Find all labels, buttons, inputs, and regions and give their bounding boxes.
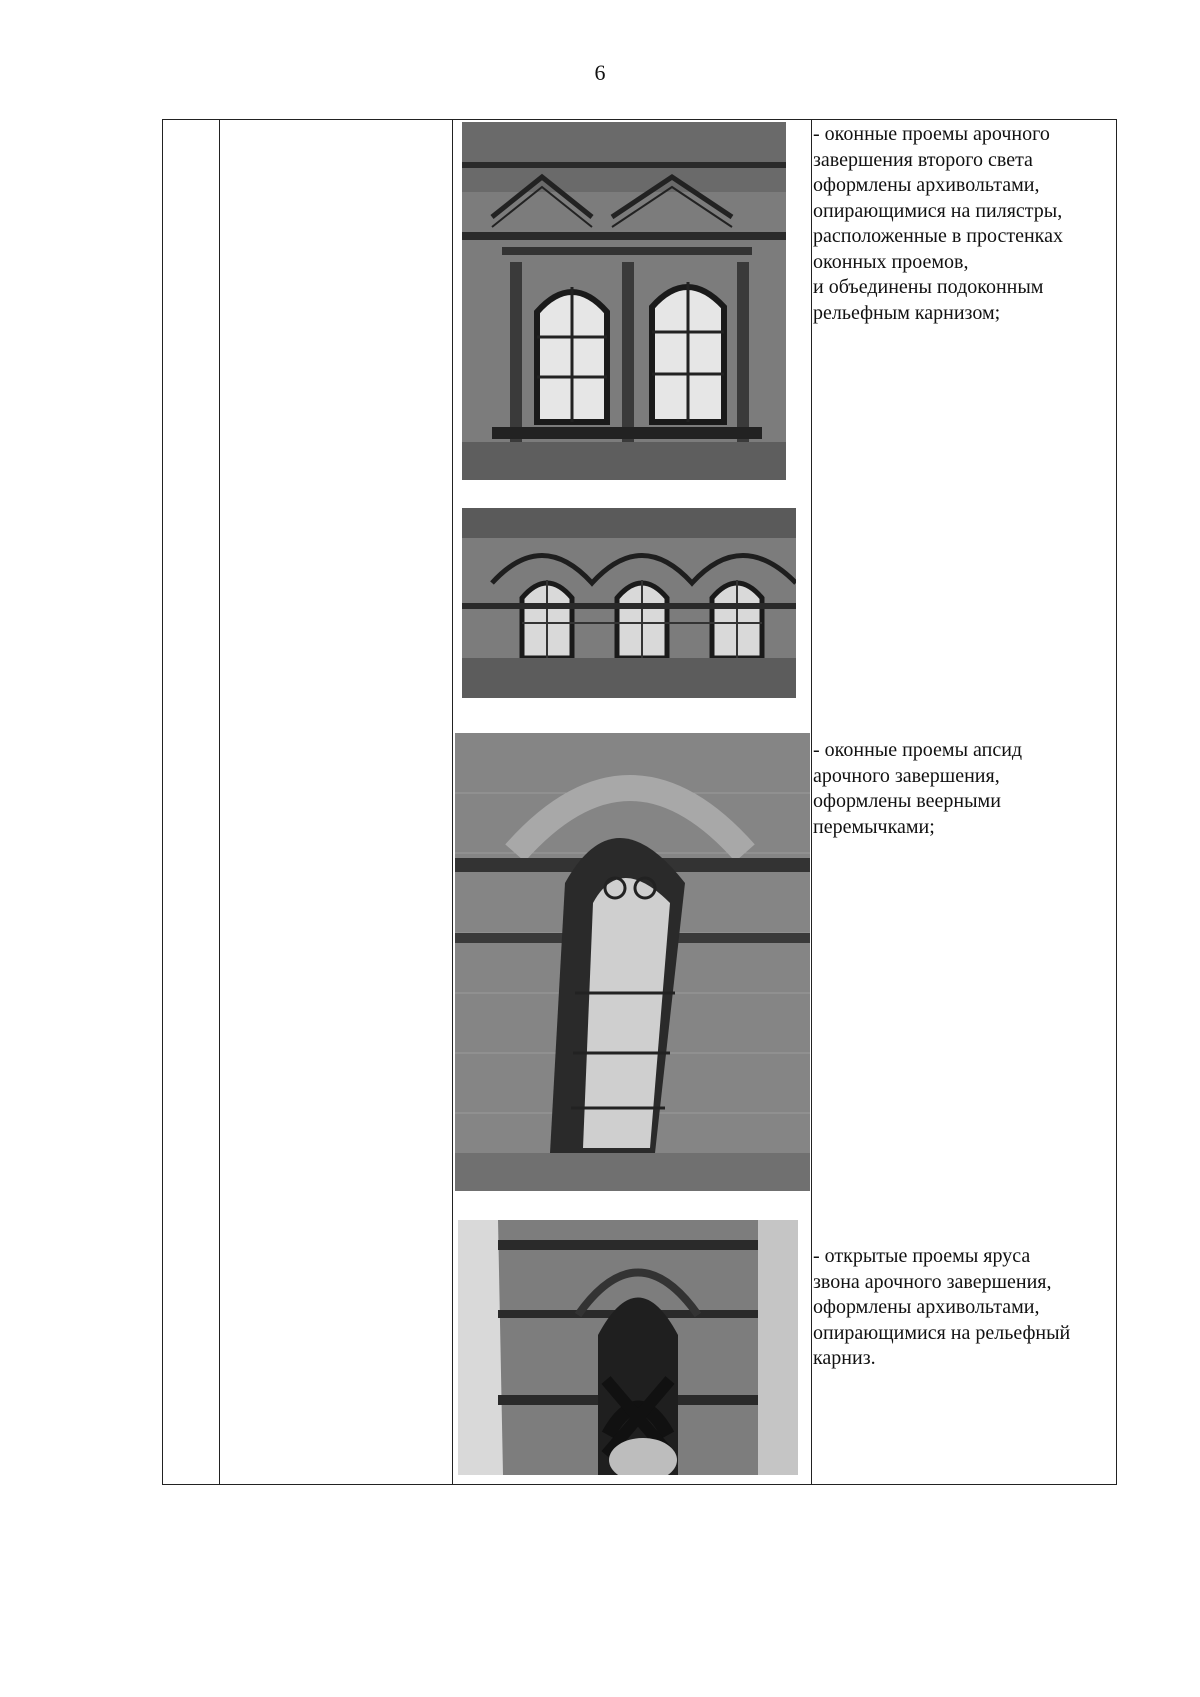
column-divider-2 [452,120,453,1484]
row-2-description: - оконные проемы апсид арочного завершения, оформлены веерными перемычками; [813,739,1023,838]
apse-window-photo [455,733,810,1191]
row-1-description: - оконные проемы арочного завершения второго света оформлены архивольтами, опирающимися на пилястры, расположенные в простенках оконных проемов, и объединены подоконным рельефным карнизом; [813,123,1063,324]
bell-tier-photo [458,1220,798,1475]
row-3-description: - открытые проемы яруса звона арочного завершения, оформлены архивольтами, опирающимися на рельефный карниз. [813,1245,1071,1369]
column-divider-1 [219,120,220,1484]
column-divider-3 [811,120,812,1484]
content-table [162,119,1117,1485]
facade-photo-1 [462,122,786,480]
page-number: 6 [594,60,606,85]
facade-photo-2 [462,508,796,698]
